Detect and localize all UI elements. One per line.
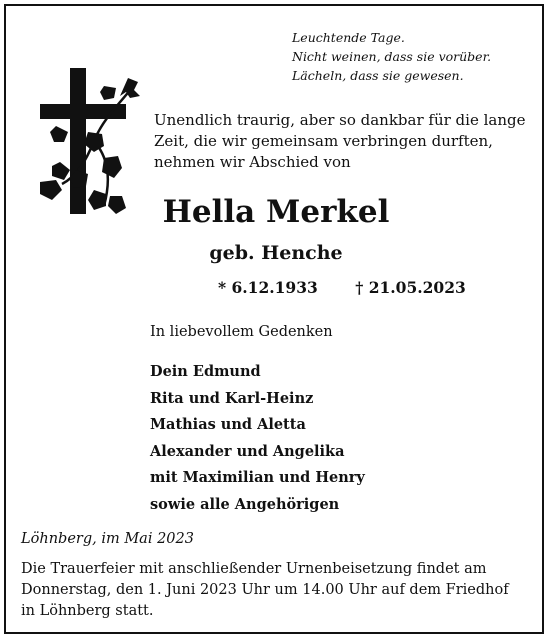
verse-line-2: Nicht weinen, dass sie vorüber. <box>292 49 492 64</box>
funeral-line-1: Die Trauerfeier mit anschließender Urnenbeisetzung findet am <box>21 561 487 577</box>
intro-line-3: nehmen wir Abschied von <box>154 153 351 171</box>
birth-date: * 6.12.1933 <box>218 278 318 297</box>
funeral-line-3: in Löhnberg statt. <box>21 603 154 619</box>
obituary-notice <box>4 4 544 634</box>
deceased-name: Hella Merkel <box>162 194 390 230</box>
funeral-line-2: Donnerstag, den 1. Juni 2023 Uhr um 14.00 Uhr auf dem Friedhof <box>21 582 509 598</box>
maiden-name: geb. Henche <box>209 242 343 264</box>
family-member: Mathias und Aletta <box>150 416 306 433</box>
family-member: mit Maximilian und Henry <box>150 469 365 486</box>
funeral-info <box>21 559 521 622</box>
verse-line-3: Lächeln, dass sie gewesen. <box>292 68 464 83</box>
family-member: sowie alle Angehörigen <box>150 495 340 513</box>
death-date: † 21.05.2023 <box>355 278 466 297</box>
family-list <box>150 359 365 518</box>
intro-line-1: Unendlich traurig, aber so dankbar für die lange <box>154 111 526 129</box>
verse <box>292 28 491 85</box>
intro-line-2: Zeit, die wir gemeinsam verbringen durften, <box>154 132 493 150</box>
life-dates <box>218 278 466 297</box>
family-member: Alexander und Angelika <box>150 442 345 460</box>
family-member: Rita und Karl-Heinz <box>150 389 314 407</box>
intro-text <box>154 110 532 173</box>
place-date: Löhnberg, im Mai 2023 <box>21 531 194 547</box>
verse-line-1: Leuchtende Tage. <box>292 30 405 45</box>
memory-line: In liebevollem Gedenken <box>150 324 333 340</box>
family-member: Dein Edmund <box>150 363 261 380</box>
